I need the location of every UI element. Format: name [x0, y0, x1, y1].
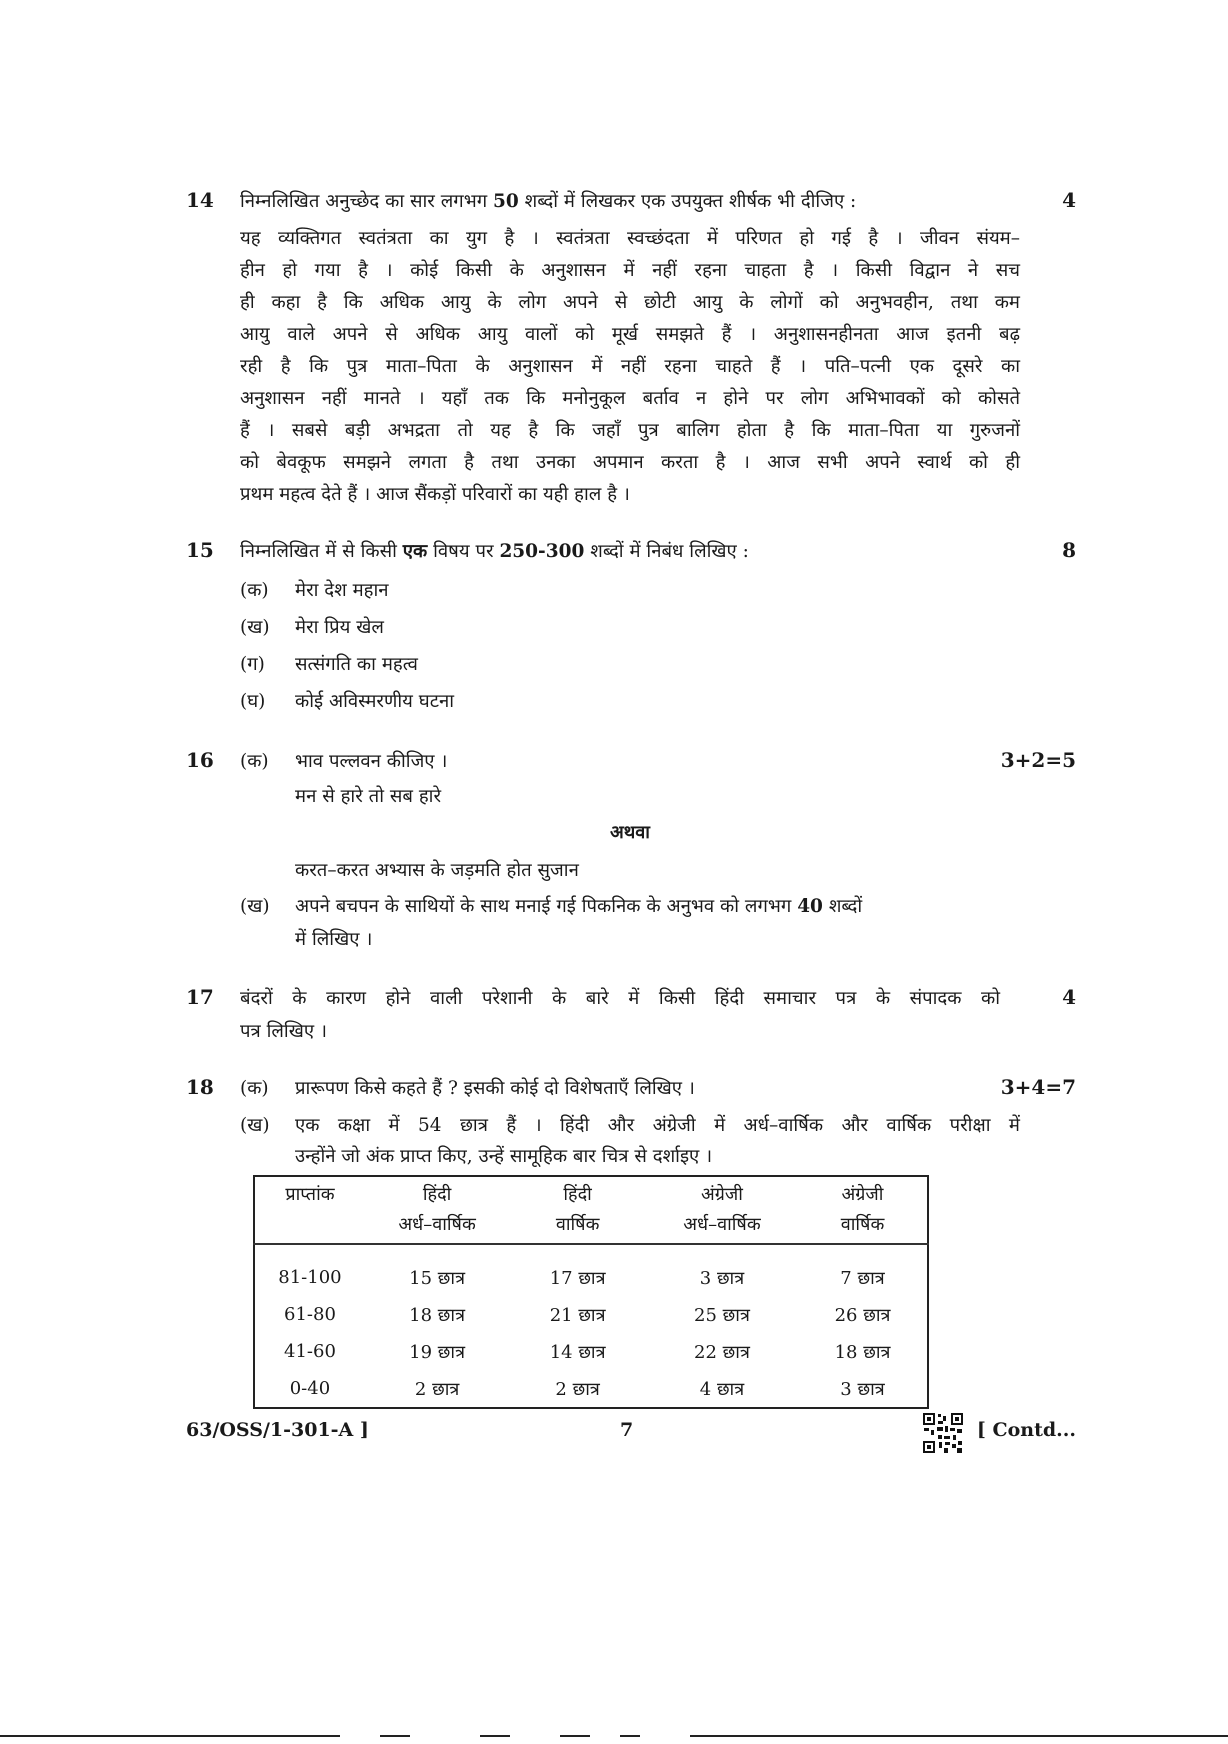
- sub-question-text: एक कक्षा में 54 छात्र हैं । हिंदी और अंग्रेजी में अर्ध–वार्षिक और वार्षिक परीक्षा में: [295, 1115, 1020, 1136]
- prompt-text: निम्नलिखित में से किसी: [240, 541, 403, 562]
- table-cell: 3 छात्र: [699, 1267, 745, 1289]
- question-text: बंदरों के कारण होने वाली परेशानी के बारे में किसी हिंदी समाचार पत्र के संपादक को: [240, 988, 1000, 1009]
- sub-question-label: (क): [240, 1078, 269, 1099]
- table-cell: 2 छात्र: [414, 1378, 460, 1400]
- sub-question-text: प्रारूपण किसे कहते हैं ? इसकी कोई दो विशेषताएँ लिखिए ।: [295, 1078, 695, 1099]
- question-number: 15: [186, 538, 214, 562]
- prompt-text: शब्दों में निबंध लिखिए :: [584, 541, 749, 562]
- table-cell: 21 छात्र: [549, 1304, 606, 1326]
- or-label: अथवा: [610, 822, 650, 843]
- sub-question-text: [295, 893, 862, 918]
- proverb-line: करत–करत अभ्यास के जड़मति होत सुजान: [295, 860, 579, 881]
- prompt-bold: 40: [797, 896, 823, 917]
- proverb-line: मन से हारे तो सब हारे: [295, 786, 442, 807]
- table-cell: 41-60: [284, 1341, 336, 1362]
- option-label: (क): [240, 580, 269, 601]
- option-text: कोई अविस्मरणीय घटना: [295, 691, 455, 712]
- prompt-bold: एक: [402, 541, 428, 562]
- sub-question-text: में लिखिए ।: [295, 929, 373, 950]
- sub-question-label: (क): [240, 751, 269, 772]
- table-cell: 4 छात्र: [699, 1378, 745, 1400]
- option-text: मेरा प्रिय खेल: [295, 617, 384, 638]
- bottom-rule: [0, 1734, 1228, 1738]
- prompt-text: निम्नलिखित अनुच्छेद का सार लगभग: [240, 191, 494, 212]
- header-line: अंग्रेजी: [841, 1184, 884, 1205]
- option-label: (घ): [240, 691, 266, 712]
- question-marks: 4: [1062, 985, 1076, 1009]
- passage-line: को बेवकूफ समझने लगता है तथा उनका अपमान करता है । आज सभी अपने स्वार्थ को ही: [240, 452, 1020, 473]
- sub-question-label: (ख): [240, 1115, 270, 1136]
- table-cell: 17 छात्र: [549, 1267, 606, 1289]
- header-line: अंग्रेजी: [701, 1184, 743, 1205]
- sub-question-text: उन्होंने जो अंक प्राप्त किए, उन्हें सामूहिक बार चित्र से दर्शाइए ।: [295, 1146, 713, 1167]
- header-line: अर्ध–वार्षिक: [398, 1214, 476, 1235]
- column-header: [798, 1176, 928, 1244]
- table-row: [254, 1333, 928, 1370]
- option-text: सत्संगति का महत्व: [295, 654, 418, 675]
- passage-line: हीन हो गया है । कोई किसी के अनुशासन में नहीं रहना चाहता है । किसी विद्वान ने सच: [240, 260, 1020, 281]
- question-number: 17: [186, 985, 214, 1009]
- question-number: 14: [186, 188, 214, 212]
- question-text: पत्र लिखिए ।: [240, 1021, 327, 1042]
- column-header: [646, 1176, 798, 1244]
- prompt-text: विषय पर: [427, 541, 500, 562]
- header-line: [259, 1210, 361, 1240]
- question-number: 18: [186, 1075, 214, 1099]
- header-line: अर्ध–वार्षिक: [683, 1214, 761, 1235]
- table-cell: 15 छात्र: [409, 1267, 466, 1289]
- passage-line: आयु वाले अपने से अधिक आयु वालों को मूर्ख समझते हैं । अनुशासनहीनता आज इतनी बढ़: [240, 324, 1020, 345]
- passage-line: रही है कि पुत्र माता–पिता के अनुशासन में नहीं रहना चाहते हैं । पति–पत्नी एक दूसरे का: [240, 356, 1020, 377]
- page-number: 7: [620, 1419, 634, 1441]
- prompt-text: शब्दों: [822, 896, 863, 917]
- option-label: (ग): [240, 654, 265, 675]
- column-header: [254, 1176, 365, 1244]
- column-header: [365, 1176, 509, 1244]
- sub-question-label: (ख): [240, 896, 270, 917]
- prompt-text: अपने बचपन के साथियों के साथ मनाई गई पिकनिक के अनुभव को लगभग: [295, 896, 798, 917]
- table-cell: 61-80: [284, 1304, 336, 1325]
- passage-line: अनुशासन नहीं मानते । यहाँ तक कि मनोनुकूल बर्ताव न होने पर लोग अभिभावकों को कोसते: [240, 388, 1020, 409]
- table-header-row: [254, 1176, 928, 1244]
- column-header: [509, 1176, 646, 1244]
- table-row: [254, 1296, 928, 1333]
- table-cell: 22 छात्र: [694, 1341, 750, 1363]
- header-line: प्राप्तांक: [285, 1184, 335, 1205]
- header-line: हिंदी: [422, 1184, 452, 1205]
- option-label: (ख): [240, 617, 270, 638]
- header-line: हिंदी: [563, 1184, 592, 1205]
- question-marks: 3+4=7: [1000, 1075, 1076, 1099]
- table-cell: 0-40: [289, 1378, 331, 1399]
- option-text: मेरा देश महान: [295, 580, 389, 601]
- table-cell: 25 छात्र: [694, 1304, 750, 1326]
- marks-table: [253, 1175, 929, 1409]
- question-marks: 4: [1062, 188, 1076, 212]
- table-cell: 26 छात्र: [834, 1304, 891, 1326]
- passage-line: हैं । सबसे बड़ी अभद्रता तो यह है कि जहाँ पुत्र बालिग होता है कि माता–पिता या गुरुजनों: [240, 420, 1020, 441]
- table-cell: 18 छात्र: [834, 1341, 891, 1363]
- table-body: [254, 1244, 928, 1408]
- table-cell: 3 छात्र: [840, 1378, 885, 1400]
- question-prompt: [240, 188, 856, 213]
- continued-label: [ Contd...: [976, 1419, 1076, 1441]
- header-line: वार्षिक: [840, 1214, 885, 1235]
- qr-code-icon: [922, 1412, 964, 1454]
- question-marks: 3+2=5: [1000, 748, 1076, 772]
- table-cell: 18 छात्र: [409, 1304, 466, 1326]
- header-line: वार्षिक: [555, 1214, 600, 1235]
- table-cell: 2 छात्र: [555, 1378, 600, 1400]
- table-cell: 81-100: [278, 1267, 342, 1288]
- question-prompt: [240, 538, 749, 563]
- table-cell: 14 छात्र: [549, 1341, 606, 1363]
- prompt-bold: 250-300: [499, 541, 585, 562]
- prompt-bold: 50: [493, 191, 519, 212]
- table-cell: 19 छात्र: [409, 1341, 466, 1363]
- question-number: 16: [186, 748, 214, 772]
- table-cell: 7 छात्र: [840, 1267, 885, 1289]
- sub-question-text: भाव पल्लवन कीजिए ।: [295, 751, 448, 772]
- passage-line: प्रथम महत्व देते हैं । आज सैंकड़ों परिवारों का यही हाल है ।: [240, 484, 630, 505]
- table-row: [254, 1370, 928, 1408]
- prompt-text: शब्दों में लिखकर एक उपयुक्त शीर्षक भी दीजिए :: [518, 191, 857, 212]
- question-marks: 8: [1062, 538, 1076, 562]
- passage-line: यह व्यक्तिगत स्वतंत्रता का युग है । स्वतंत्रता स्वच्छंदता में परिणत हो गई है । जीवन संयम–: [240, 228, 1020, 249]
- passage-line: ही कहा है कि अधिक आयु के लोग अपने से छोटी आयु के लोगों को अनुभवहीन, तथा कम: [240, 292, 1020, 313]
- paper-code: 63/OSS/1-301-A ]: [186, 1419, 369, 1441]
- table-row: [254, 1244, 928, 1296]
